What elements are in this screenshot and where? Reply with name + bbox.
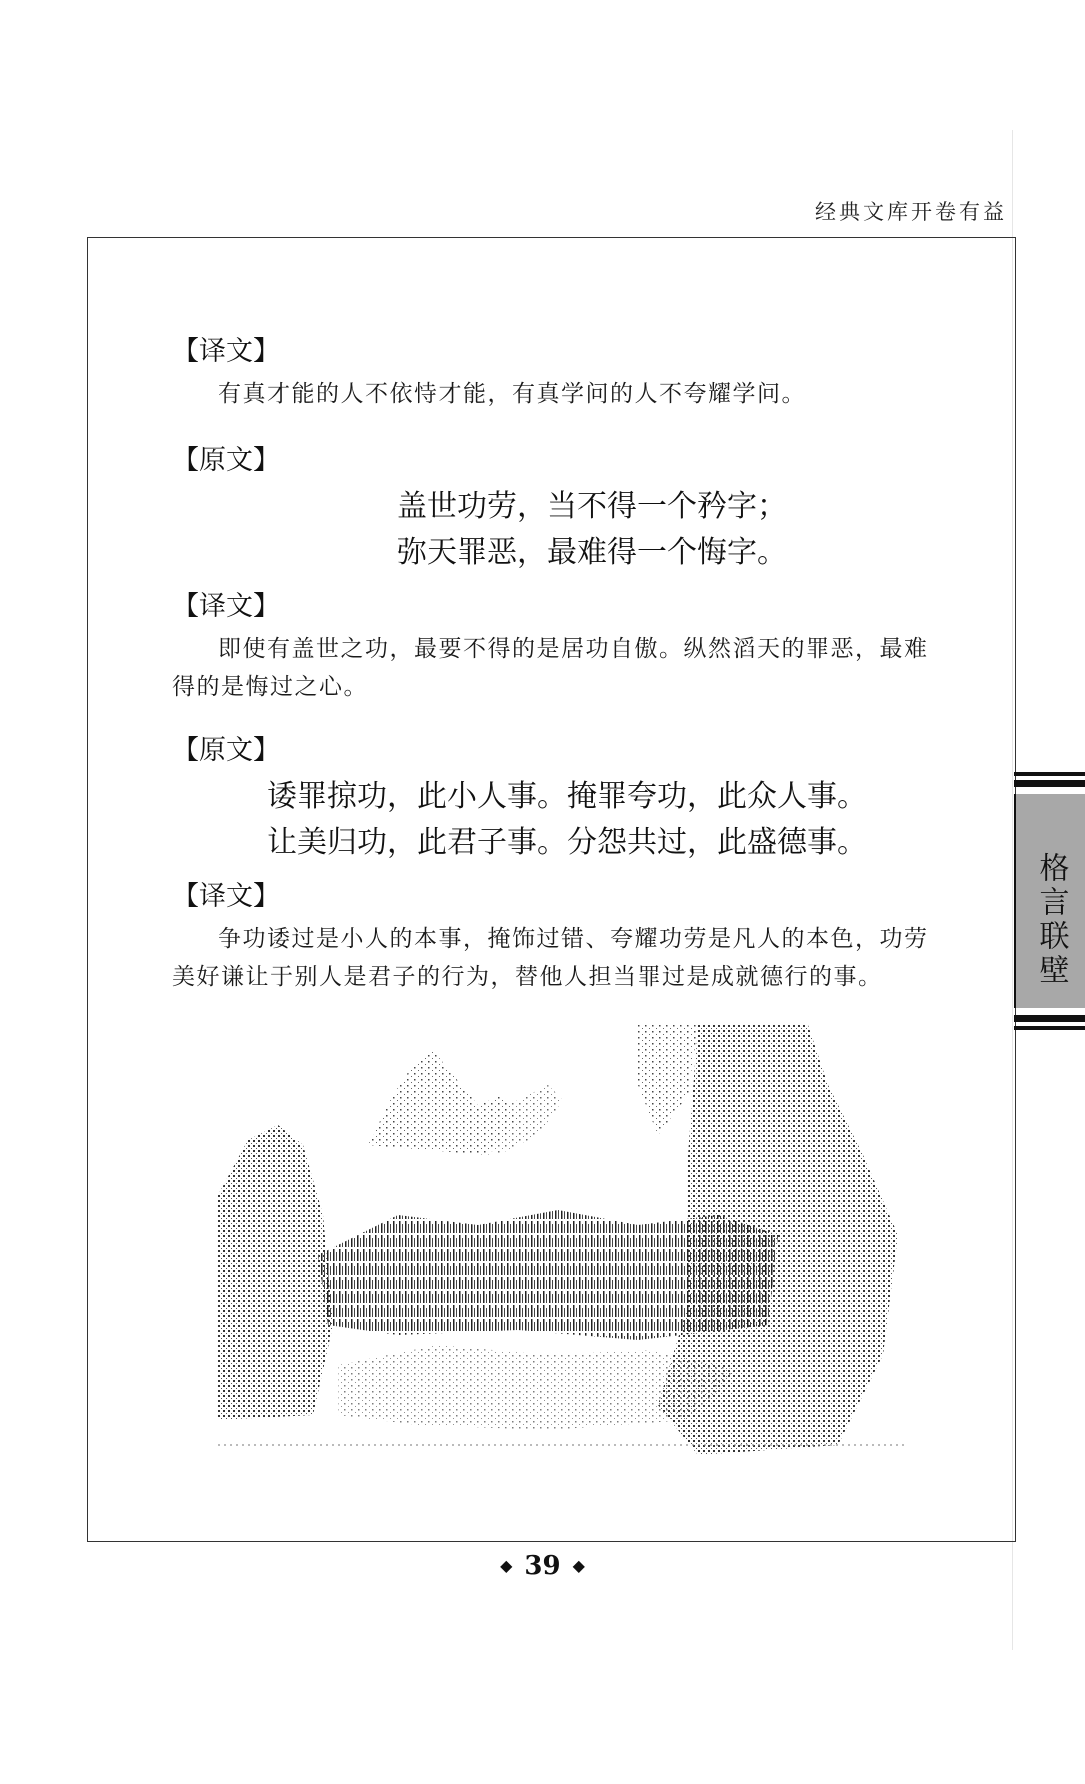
section-label: 【原文】 [172,445,280,476]
verse-line: 弥天罪恶，最难得一个悔字。 [397,535,787,570]
page-number-value: 39 [524,1551,561,1581]
ornament-diamond: ◆ [572,1556,585,1575]
original-verse [172,484,952,576]
translation-section-3 [172,880,952,996]
translation-section-1 [172,335,952,413]
section-label: 【译文】 [172,336,280,367]
page-number [0,1551,1085,1581]
original-section-1 [172,444,952,576]
tab-rule [1014,780,1085,787]
translation-text: 即使有盖世之功，最要不得的是居功自傲。纵然滔天的罪恶，最难得的是悔过之心。 [172,636,929,700]
original-verse [172,774,952,866]
tab-rule [1014,1026,1085,1030]
verse-line: 让美归功，此君子事。分怨共过，此盛德事。 [267,825,867,860]
chapter-side-tab [1014,772,1085,1030]
ornament-diamond: ◆ [500,1556,513,1575]
section-label: 【译文】 [172,591,280,622]
section-label: 【译文】 [172,881,280,912]
verse-line: 盖世功劳，当不得一个矜字； [397,489,787,524]
translation-section-2 [172,590,952,706]
running-title: 经典文库开卷有益 [815,200,1007,224]
original-section-2 [172,734,952,866]
translation-text: 有真才能的人不依恃才能，有真学问的人不夸耀学问。 [218,381,806,407]
verse-line: 诿罪掠功，此小人事。掩罪夸功，此众人事。 [267,779,867,814]
tab-body [1014,794,1085,1008]
tab-rule [1014,772,1085,776]
chapter-title: 格言联壁 [1033,852,1069,988]
tab-rule [1014,1015,1085,1022]
translation-text: 争功诿过是小人的本事，掩饰过错、夸耀功劳是凡人的本色，功劳美好谦让于别人是君子的行为，替他人担当罪过是成就德行的事。 [172,926,929,990]
landscape-illustration [218,1025,908,1460]
section-label: 【原文】 [172,735,280,766]
